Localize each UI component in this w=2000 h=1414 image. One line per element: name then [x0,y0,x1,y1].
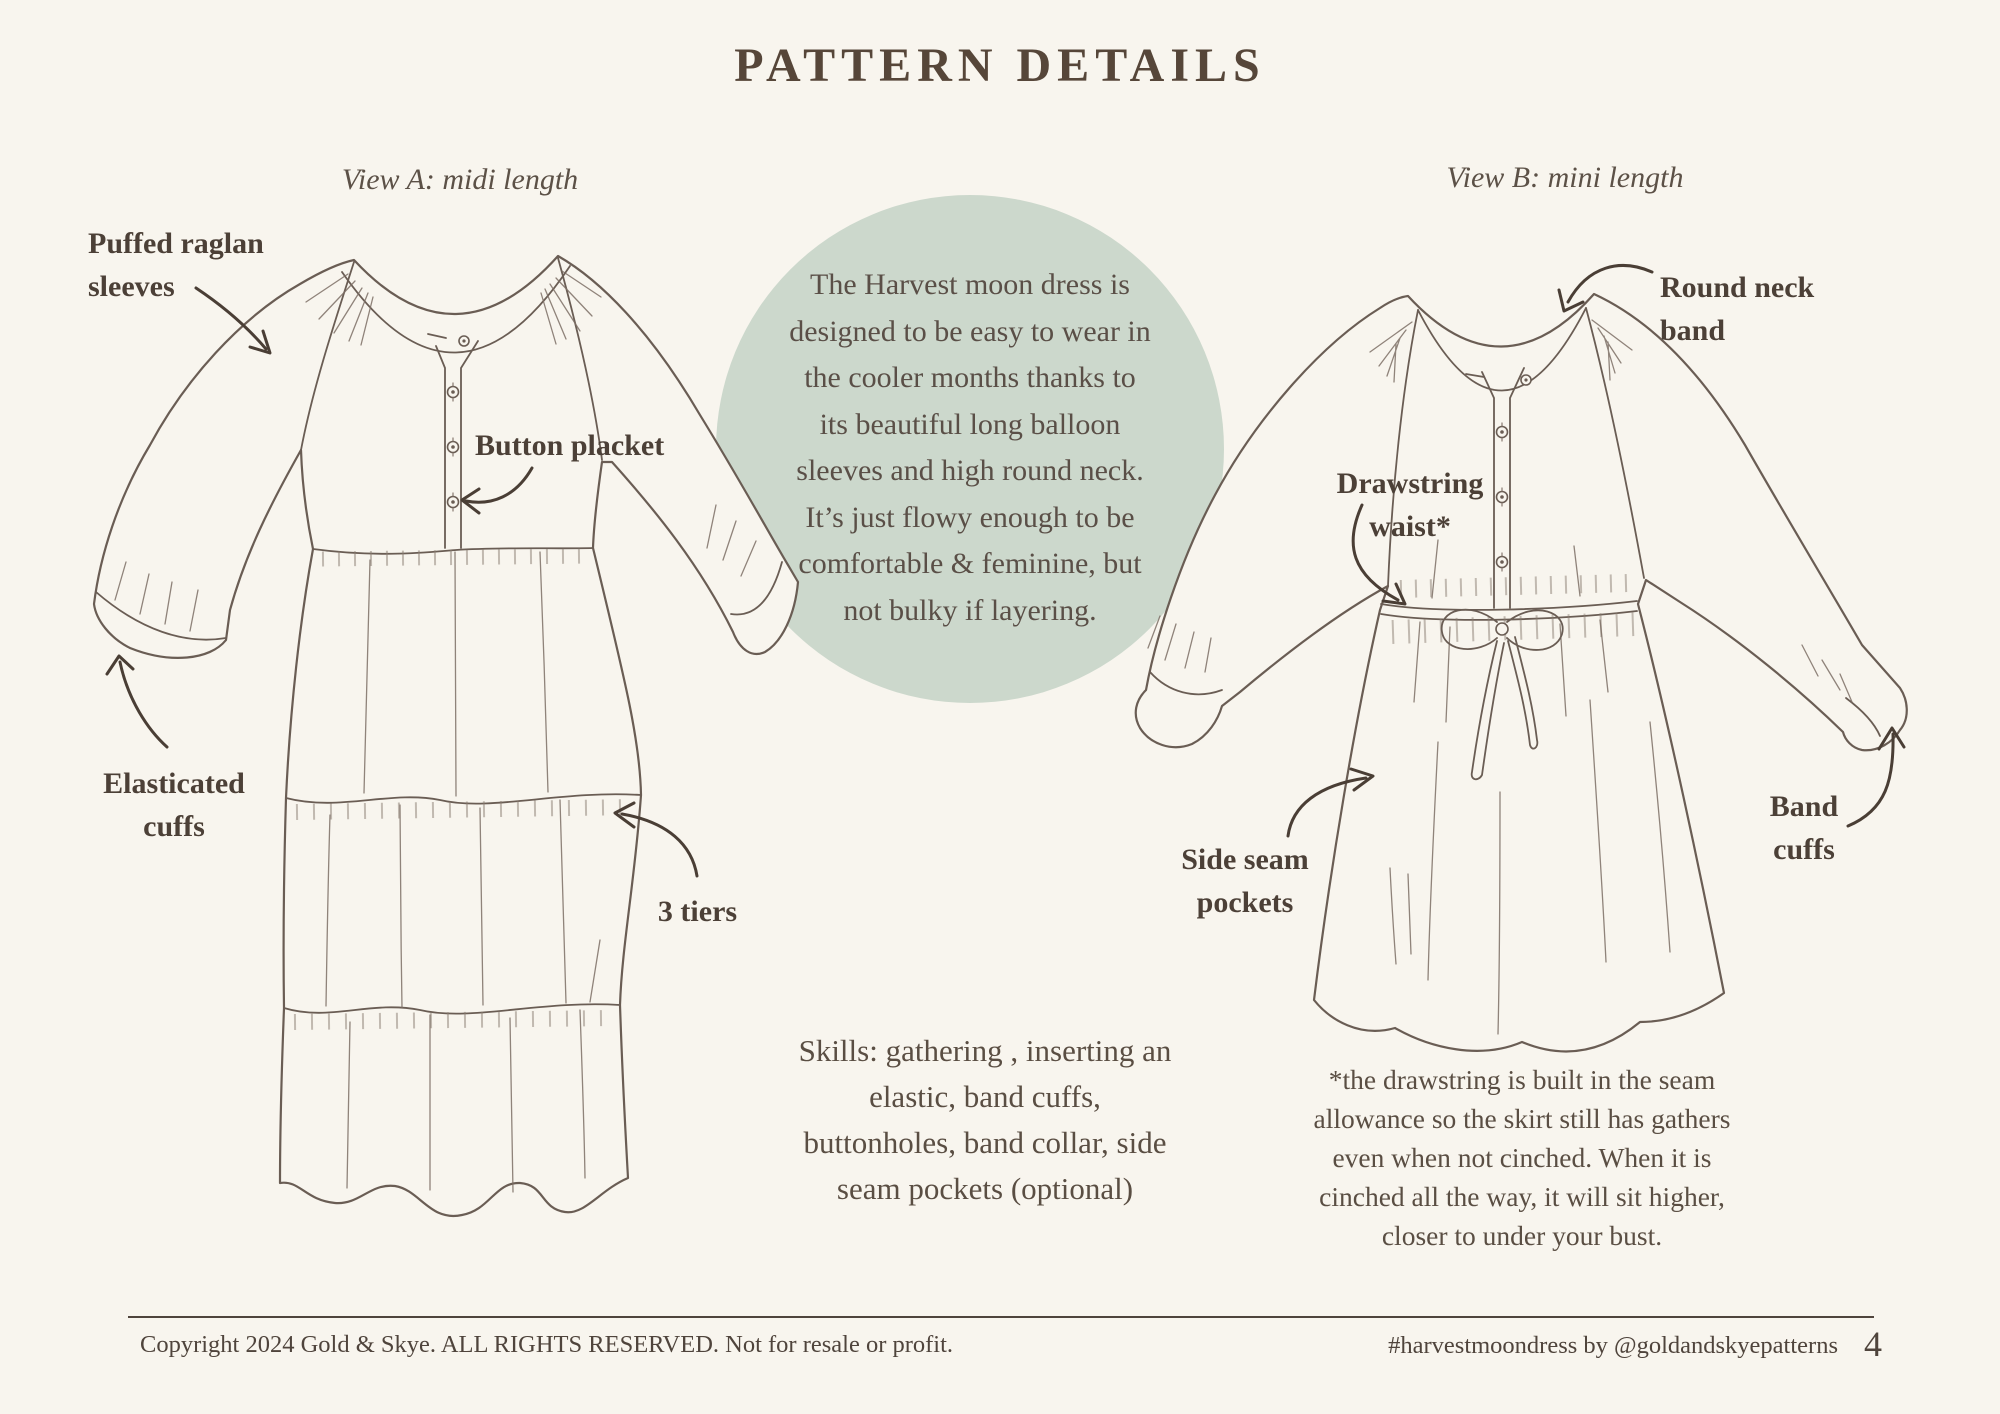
description-line: designed to be easy to wear in [789,314,1151,348]
footer-copyright: Copyright 2024 Gold & Skye. ALL RIGHTS RESERVED. Not for resale or profit. [140,1331,954,1358]
label-elasticated-cuffs: Elasticated cuffs [103,767,245,843]
label-band-cuffs: Band cuffs [1769,790,1839,866]
note-line: cinched all the way, it will sit higher, [1319,1181,1725,1212]
skills-line: Skills: gathering , inserting an [798,1033,1172,1068]
note-line: allowance so the skirt still has gathers [1313,1103,1731,1134]
skills-line: seam pockets (optional) [836,1171,1134,1206]
footer-credit: #harvestmoondress by @goldandskyepatterns [1388,1332,1838,1359]
drawstring-note-text [1308,1060,1736,1255]
dress-view-b-illustration [1136,294,1907,1051]
description-line: comfortable & feminine, but [798,547,1142,580]
label-round-neck-band: Round neck band [1660,271,1815,347]
view-a-heading: View A: midi length [341,163,579,196]
skills-line: elastic, band cuffs, [869,1079,1101,1114]
arrow-elasticated-cuffs [107,656,167,747]
description-line: not bulky if layering. [843,593,1097,627]
skills-text [785,1028,1185,1212]
description-line: sleeves and high round neck. [796,454,1144,487]
description-text [742,262,1198,634]
dress-view-a-illustration [94,256,798,1216]
skills-line: buttonholes, band collar, side [803,1125,1167,1160]
description-line: It’s just flowy enough to be [805,500,1135,534]
note-line: even when not cinched. When it is [1332,1142,1712,1173]
description-line: its beautiful long balloon [819,407,1121,441]
label-drawstring-waist: Drawstring waist* [1336,467,1484,543]
page-title: PATTERN DETAILS [734,39,1266,92]
footer-divider [128,1316,1874,1318]
note-line: *the drawstring is built in the seam [1328,1064,1716,1095]
label-button-placket: Button placket [475,429,665,462]
note-line: closer to under your bust. [1381,1220,1663,1251]
description-line: the cooler months thanks to [804,361,1136,394]
view-b-heading: View B: mini length [1446,161,1684,194]
label-puffed-raglan-sleeves: Puffed raglan sleeves [88,227,264,303]
label-side-seam-pockets: Side seam pockets [1181,843,1309,919]
footer-page-number: 4 [1864,1324,1882,1364]
description-line: The Harvest moon dress is [810,268,1130,301]
label-3-tiers: 3 tiers [657,895,738,928]
